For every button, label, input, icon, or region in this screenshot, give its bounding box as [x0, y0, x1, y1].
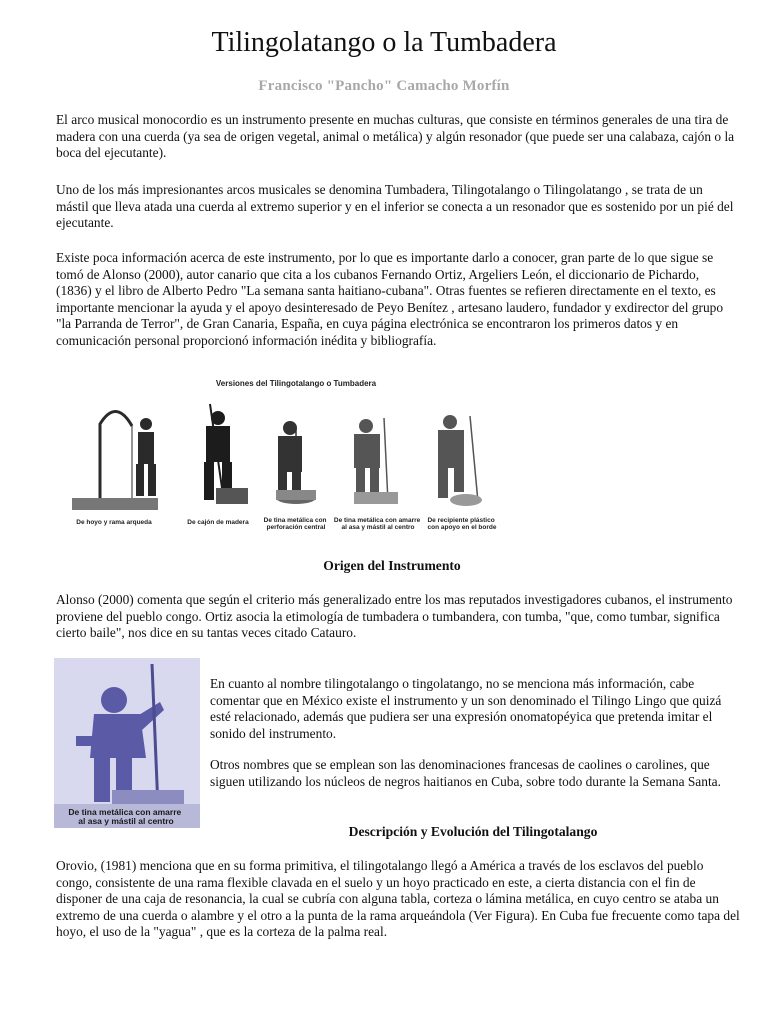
heading-origen: Origen del Instrumento — [323, 558, 461, 573]
figure-caption-2: De cajón de madera — [187, 519, 249, 526]
author-name: Francisco "Pancho" Camacho Morfín — [258, 78, 510, 94]
figure-illustration-1 — [72, 411, 158, 510]
figure-caption-5: De recipiente plástico con apoyo en el borde — [427, 517, 497, 531]
figure-illustration-3 — [276, 421, 316, 504]
paragraph-tumbadera: Uno de los más impresionantes arcos musicales se denomina Tumbadera, Tilingotalango o Tilingolatango , se trata de un mástil que lleva atada una cuerda al extremo superior y en el inferior se conecta a un resonador que es sostenido por un pié del ejecutante. — [56, 182, 734, 231]
figure-title: Versiones del Tilingotalango o Tumbadera — [215, 379, 377, 388]
paragraph-origen: Alonso (2000) comenta que según el criterio más generalizado entre los mas reputados investigadores cubanos, el instrumento proviene del pueblo congo. Ortiz asocia la etimología de tumbadera o tumbandera, con tumba, "que, como tumbar, significa cierto baile", nos dice en su tantas veces citado Catauro. — [56, 592, 733, 641]
paragraph-intro: El arco musical monocordio es un instrumento presente en muchas culturas, que consiste en términos generales de una tira de madera con una cuerda (ya sea de origen vegetal, animal o metálica) y algún resonador (que puede ser una calabaza, cajón o la boca del ejecutante). — [56, 112, 735, 161]
figure-illustration-4 — [354, 418, 398, 504]
figure-caption-3: De tina metálica con perforación central — [263, 517, 327, 531]
paragraph-nombre: En cuanto al nombre tilingotalango o tingolatango, no se menciona más información, cabe comentar que en México existe el instrumento y un son denominado el Tilingo Lingo que quizá esté relacionado, además que pudiera ser una expresión onomatopéyica que pretenda imitar el sonido del instrumento. — [210, 676, 722, 741]
paragraph-otros-nombres: Otros nombres que se emplean son las denominaciones francesas de caolines o carolines, que siguen utilizando los núcleos de negros haitianos en Cuba, sobre todo durante la Semana Santa. — [210, 757, 721, 789]
paragraph-descripcion: Orovio, (1981) menciona que en su forma primitiva, el tilingotalango llegó a América a través de los esclavos del pueblo congo, consistente de una rama flexible clavada en el suelo y un hoyo practicado en este, a cierta distancia con el fin de disponer de una caja de resonancia, la cual se cubría con alguna tabla, corteza o lámina metálica, en cuyo centro se ataba un extremo de una cuerda o alambre y el otro a la punta de la rama arqueándola (Ver Figura). En Cuba fue frecuente como tapa del hoyo, el uso de la "yagua" , que es la corteza de la palma real. — [56, 858, 740, 940]
figure-illustration-2 — [204, 404, 248, 504]
figure-illustration-5 — [438, 415, 482, 506]
figure-caption-4: De tina metálica con amarre al asa y mástil al centro — [333, 517, 421, 531]
heading-descripcion: Descripción y Evolución del Tilingotalango — [348, 824, 598, 839]
versions-figure — [66, 376, 526, 536]
figure-caption-1: De hoyo y rama arqueda — [76, 519, 152, 526]
side-illustration — [54, 658, 200, 828]
paragraph-sources: Existe poca información acerca de este instrumento, por lo que es importante darlo a conocer, gran parte de lo que sigue se tomó de Alonso (2000), autor canario que cita a los cubanos Fernando Ortiz, Argeliers León, el diccionario de Pichardo, (1836) y el libro de Alberto Pedro "La semana santa haitiano-cubana". Otras fuentes se refieren directamente en el texto, es importante mencionar la ayuda y el apoyo desinteresado de Peyo Benítez , artesano laudero, fundador y exdirector del grupo "la Parranda de Terror", de Gran Canaria, España, en cuya página electrónica se encontraron los primeros datos y en comunicación personal proporcionó información inédita y bibliografía. — [56, 250, 724, 348]
document-title: Tilingolatango o la Tumbadera — [211, 27, 557, 58]
side-caption: De tina metálica con amarre al asa y mástil al centro — [68, 807, 182, 826]
